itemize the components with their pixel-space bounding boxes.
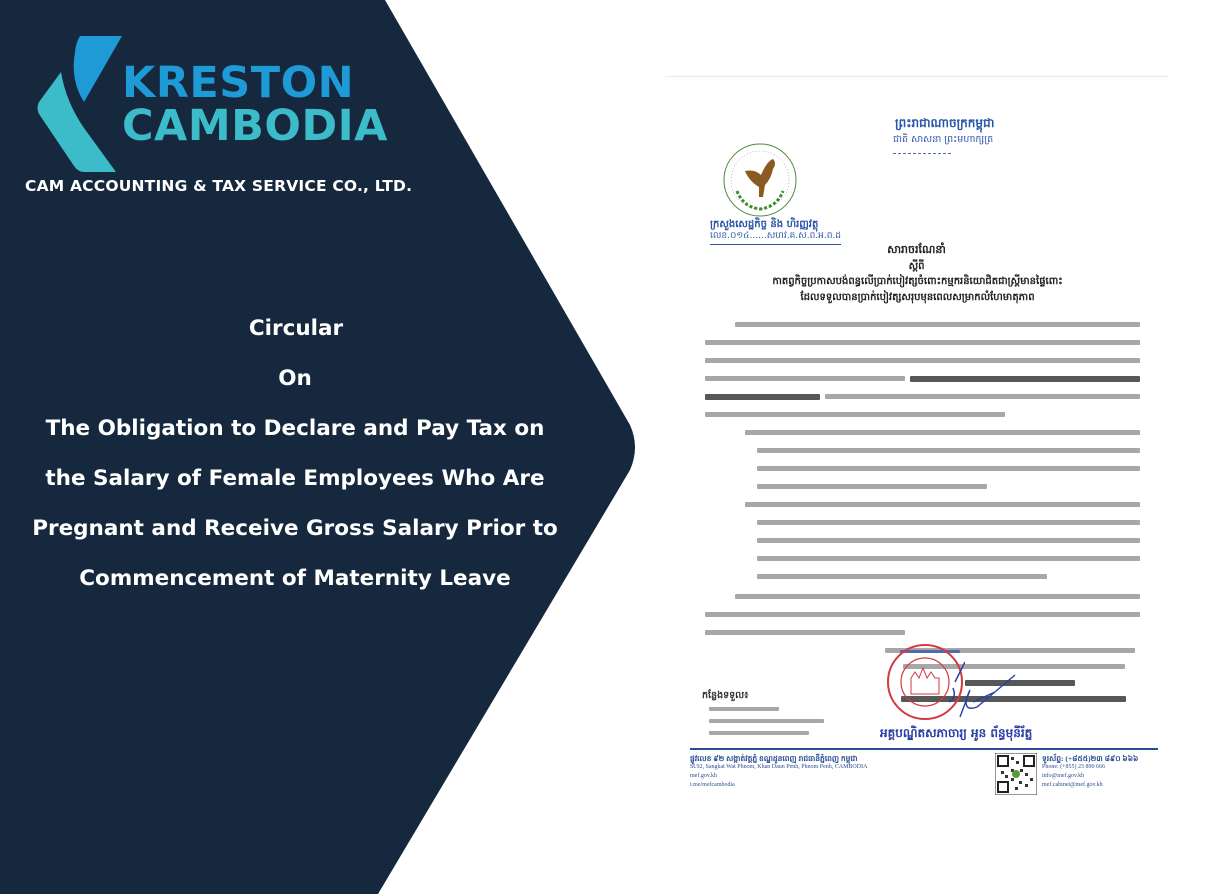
doc-kingdom-header: ព្រះរាជាណាចក្រកម្ពុជា (895, 116, 995, 130)
doc-ministry-name: ក្រសួងសេដ្ឋកិច្ច និង ហិរញ្ញវត្ថុ (710, 219, 819, 230)
doc-circular-heading: សារាចរណែនាំ (887, 243, 946, 256)
footer-website: mef.gov.kh (690, 773, 717, 779)
doc-on-heading: ស្តីពី (908, 261, 925, 272)
doc-recipients-list (665, 77, 1168, 821)
title-line-5: Pregnant and Receive Gross Salary Prior to (32, 516, 558, 541)
logo-text-kreston: KRESTON (122, 58, 355, 108)
kreston-k-mark-icon (36, 32, 126, 172)
title-line-3: The Obligation to Declare and Pay Tax on (45, 416, 545, 441)
footer-telegram: t.me/mefcambodia (690, 782, 735, 788)
company-tagline: CAM ACCOUNTING & TAX SERVICE CO., LTD. (25, 177, 413, 195)
title-line-on: On (278, 366, 312, 391)
doc-footer-address (690, 754, 867, 790)
circular-title-block (0, 304, 590, 604)
qr-code-icon (995, 753, 1037, 795)
title-line-6: Commencement of Maternity Leave (79, 566, 511, 591)
kreston-logo (36, 32, 388, 172)
doc-subject-line-2: ដែលទទួលបានប្រាក់បៀវត្សសរុបមុនពេលសម្រាកលំហែមាតុភាព (800, 292, 1035, 303)
title-line-circular: Circular (248, 316, 344, 341)
doc-footer-contact (1042, 754, 1138, 790)
title-line-4: the Salary of Female Employees Who Are (45, 466, 545, 491)
doc-signatory-name: អគ្គបណ្ឌិតសភាចារ្យ អូន ព័ន្ធមុនីរ័ត្ន (880, 726, 1033, 740)
footer-phone: Phone: (+855) 23 890 666 (1042, 764, 1106, 770)
logo-text-cambodia: CAMBODIA (122, 101, 388, 151)
footer-email-info: info@mef.gov.kh (1042, 773, 1085, 779)
doc-motto: ជាតិ សាសនា ព្រះមហាក្សត្រ (893, 134, 994, 145)
footer-phone-kh: ទូរស័ព្ទ: (+៨៥៥)២៣ ៨៩០ ៦៦៦ (1042, 754, 1139, 763)
footer-email-cabinet: mef.cabinet@mef.gov.kh (1042, 782, 1103, 788)
footer-address-en: St.92, Sangkat Wat Phnom, Khan Daun Penh, Phnom Penh, CAMBODIA (690, 764, 868, 770)
footer-address-kh: ផ្លូវលេខ ៩២ សង្កាត់វត្តភ្នំ ខណ្ឌដូនពេញ រាជធានីភ្នំពេញ កម្ពុជា (690, 754, 858, 763)
doc-reference-number: លេខ.០១៤......សហវ.គ.ស.ព.អ.ព.ដ (710, 230, 841, 245)
doc-recipients-heading: កន្លែងទទួល៖ (702, 690, 749, 701)
doc-subject-line-1: កាតព្វកិច្ចប្រកាសបង់ពន្ធលើប្រាក់បៀវត្សចំពោះកម្មករនិយោជិតជាស្ត្រីមានផ្ទៃពោះ (772, 276, 1063, 287)
doc-footer-divider (690, 748, 1158, 750)
circular-document-scan (665, 76, 1168, 821)
